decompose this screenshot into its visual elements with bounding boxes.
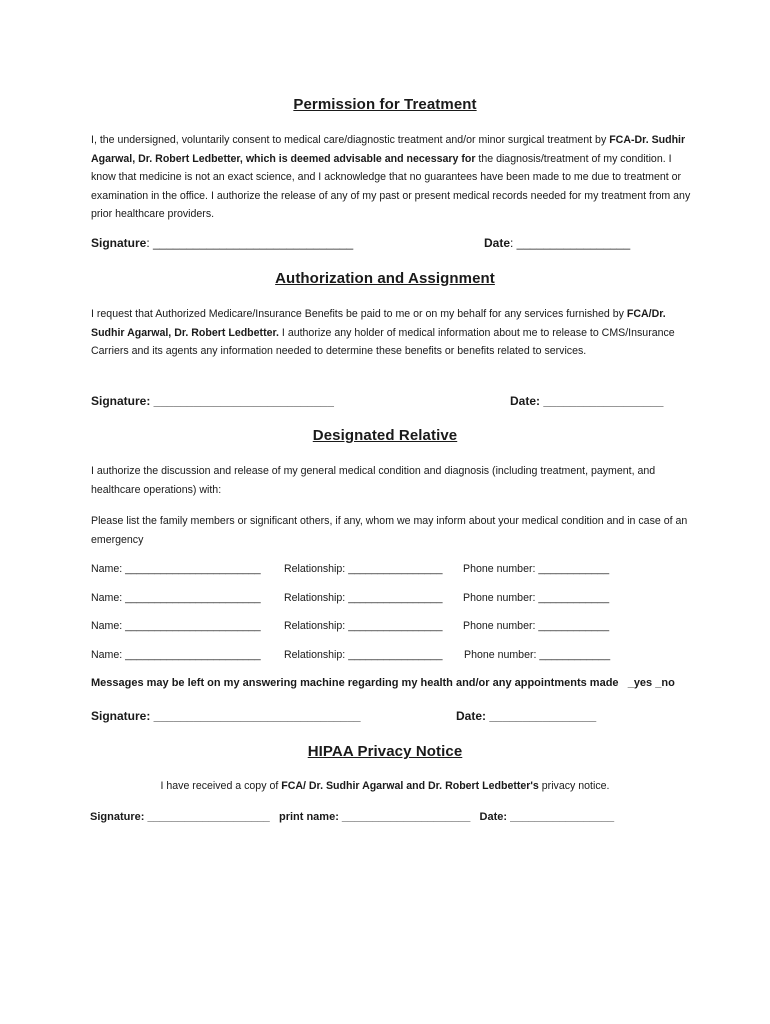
relative-relationship-field[interactable]: Relationship: ________________ bbox=[284, 592, 443, 604]
hipaa-text-pre: I have received a copy of bbox=[160, 780, 282, 792]
permission-paragraph bbox=[91, 131, 691, 224]
authorization-date-field[interactable]: Date: __________________ bbox=[510, 394, 664, 408]
relative-phone-field[interactable]: Phone number: ____________ bbox=[463, 563, 610, 575]
section-heading-hipaa: HIPAA Privacy Notice bbox=[307, 743, 463, 760]
permission-signature-line: : ______________________________ bbox=[146, 236, 354, 250]
relative-relationship-field[interactable]: Relationship: ________________ bbox=[284, 563, 443, 575]
relative-phone-field[interactable]: Phone number: ____________ bbox=[463, 620, 610, 632]
permission-text-1: I, the undersigned, voluntarily consent to medical care/diagnostic treatment and/or minor surgical treatment by bbox=[91, 134, 607, 146]
relative-date-field[interactable]: Date: ________________ bbox=[456, 709, 597, 723]
authorization-heading-text: Authorization and Assignment bbox=[275, 270, 495, 287]
section-heading-authorization bbox=[0, 270, 770, 287]
permission-bold-providers: FCA-Dr. Sudhir Agarwal, Dr. Robert Ledbetter, which is deemed advisable and necessary for bbox=[91, 134, 686, 165]
answering-machine-consent[interactable]: Messages may be left on my answering machine regarding my health and/or any appointments made _yes _no bbox=[91, 677, 675, 689]
authorization-bold-providers: FCA/Dr. Sudhir Agarwal, Dr. Robert Ledbetter. bbox=[91, 308, 666, 339]
permission-date-field[interactable] bbox=[484, 236, 630, 250]
relative-signature-field[interactable]: Signature: _______________________________ bbox=[91, 709, 361, 723]
relative-relationship-field[interactable]: Relationship: ________________ bbox=[284, 649, 443, 661]
section-heading-relative: Designated Relative bbox=[312, 427, 458, 444]
authorization-text-1: I request that Authorized Medicare/Insurance Benefits be paid to me or on my behalf for any services furnished by bbox=[91, 308, 624, 320]
permission-signature-label: Signature bbox=[91, 236, 147, 250]
permission-text-2: the diagnosis/treatment of my condition. I know that medicine is not an exact science, and I acknowledge that no guarantees have been made to me due to treatment or examination in the office. I authorize the release of any of my past or present medical records needed for my treatment from any prior healthcare providers. bbox=[91, 152, 691, 220]
relative-phone-field[interactable]: Phone number: ____________ bbox=[463, 592, 610, 604]
authorization-signature-field[interactable]: Signature: ___________________________ bbox=[91, 394, 334, 408]
relative-name-field[interactable]: Name: _______________________ bbox=[91, 592, 261, 604]
hipaa-acknowledgement bbox=[0, 780, 770, 792]
relative-paragraph-1: I authorize the discussion and release of my general medical condition and diagnosis (including treatment, payment, and healthcare operations) with: bbox=[91, 465, 656, 496]
hipaa-signature-field[interactable]: Signature: ____________________ print name: _____________________ Date: _________________ bbox=[90, 811, 615, 823]
section-heading-permission bbox=[0, 96, 770, 113]
relative-name-field[interactable]: Name: _______________________ bbox=[91, 649, 261, 661]
relative-name-field[interactable]: Name: _______________________ bbox=[91, 563, 261, 575]
permission-signature-field[interactable] bbox=[91, 236, 353, 250]
authorization-paragraph bbox=[91, 305, 691, 361]
permission-heading-text: Permission for Treatment bbox=[293, 96, 477, 113]
relative-paragraph-2: Please list the family members or significant others, if any, whom we may inform about your medical condition and in case of an emergency bbox=[91, 515, 688, 546]
relative-name-field[interactable]: Name: _______________________ bbox=[91, 620, 261, 632]
relative-phone-field[interactable]: Phone number: ____________ bbox=[464, 649, 611, 661]
relative-relationship-field[interactable]: Relationship: ________________ bbox=[284, 620, 443, 632]
hipaa-bold-providers: FCA/ Dr. Sudhir Agarwal and Dr. Robert Ledbetter's bbox=[281, 780, 539, 792]
authorization-text-2: I authorize any holder of medical information about me to release to CMS/Insurance Carriers and its agents any information needed to determine these benefits or benefits related to services. bbox=[91, 326, 675, 357]
permission-date-label: Date bbox=[484, 236, 511, 250]
permission-date-line: : _________________ bbox=[510, 236, 631, 250]
hipaa-text-post: privacy notice. bbox=[538, 780, 610, 792]
